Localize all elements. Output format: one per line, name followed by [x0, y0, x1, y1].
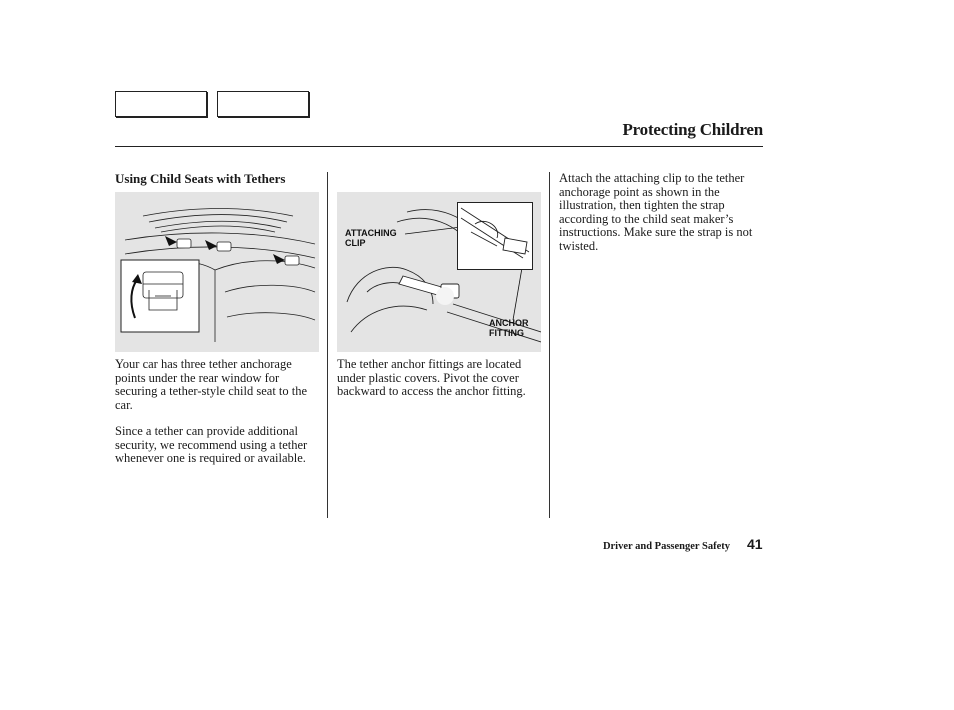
anchor-fitting-illustration: [337, 192, 541, 352]
nav-tab-left[interactable]: [115, 91, 207, 117]
body-paragraph: Your car has three tether anchorage points under the rear window for securing a tether-style child seat to the car.: [115, 357, 308, 412]
attaching-clip-label: ATTACHING CLIP: [345, 228, 397, 248]
body-paragraph: Since a tether can provide additional security, we recommend using a tether whenever one is required or available.: [115, 424, 308, 465]
body-paragraph: The tether anchor fittings are located under plastic covers. Pivot the cover backward to access the anchor fitting.: [337, 357, 526, 398]
column-divider: [549, 172, 550, 518]
column-divider: [327, 172, 328, 518]
title-divider: [115, 146, 763, 147]
rear-window-anchors-illustration: [115, 192, 319, 352]
section-heading: Using Child Seats with Tethers: [115, 171, 286, 186]
page-number: 41: [747, 536, 763, 552]
footer-section-name: Driver and Passenger Safety: [602, 541, 730, 552]
rear-shelf-drawing: [115, 192, 319, 352]
clip-detail-inset: [457, 202, 533, 270]
anchor-fitting-label: ANCHOR FITTING: [489, 318, 529, 338]
body-paragraph: Attach the attaching clip to the tether anchorage point as shown in the illustration, then tighten the strap according to the child seat maker’s instructions. Make sure the strap is not twisted.: [559, 171, 753, 253]
nav-tab-right[interactable]: [217, 91, 309, 117]
page-title: Protecting Children: [622, 120, 763, 139]
